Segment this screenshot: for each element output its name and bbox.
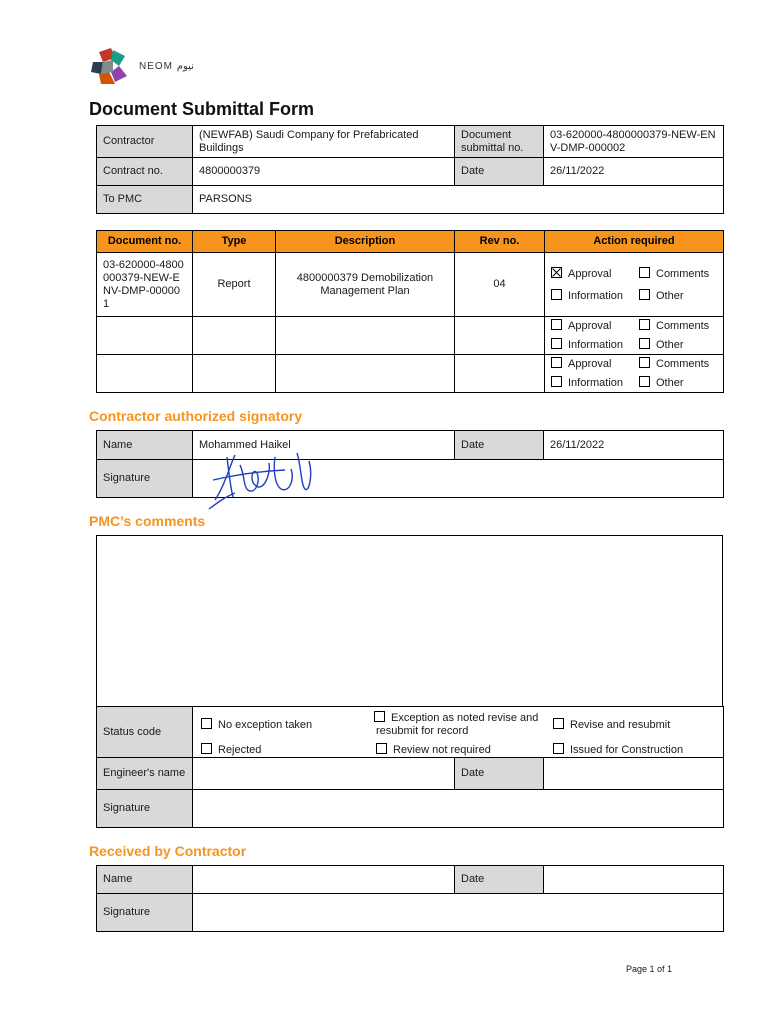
status-revise-resubmit[interactable]: Revise and resubmit: [553, 718, 670, 732]
page-title: Document Submittal Form: [89, 99, 315, 119]
checkbox-icon[interactable]: [201, 743, 212, 754]
col-type: Type: [193, 231, 276, 253]
contract-no-label: Contract no.: [97, 158, 193, 186]
checkbox-icon[interactable]: [553, 743, 564, 754]
signatory-date-value[interactable]: 26/11/2022: [544, 431, 724, 460]
received-signature-label: Signature: [97, 894, 193, 932]
date-value: 26/11/2022: [544, 158, 724, 186]
action-cell: [545, 253, 724, 317]
doc-no-cell: [97, 355, 193, 393]
checkbox-icon[interactable]: [639, 338, 650, 349]
logo-text: NEOM نيوم: [139, 61, 194, 72]
handwritten-signature: [205, 445, 325, 515]
action-other[interactable]: Other: [639, 289, 717, 303]
pmc-signature-label: Signature: [97, 790, 193, 828]
received-date-label: Date: [455, 866, 544, 894]
documents-table: [96, 230, 724, 393]
table-row: [97, 355, 724, 393]
signatory-signature-label: Signature: [97, 460, 193, 498]
checkbox-icon[interactable]: [639, 357, 650, 368]
checkbox-icon[interactable]: [639, 376, 650, 387]
checkbox-icon[interactable]: [639, 267, 650, 278]
type-cell: [193, 317, 276, 355]
action-approval[interactable]: Approval: [551, 319, 639, 333]
checkbox-icon[interactable]: [201, 718, 212, 729]
checkbox-icon[interactable]: [553, 718, 564, 729]
action-comments[interactable]: Comments: [639, 319, 717, 333]
action-comments[interactable]: Comments: [639, 357, 717, 371]
rev-cell: [455, 317, 545, 355]
to-pmc-value: PARSONS: [193, 186, 724, 214]
description-cell: [276, 317, 455, 355]
status-no-exception[interactable]: No exception taken: [201, 718, 312, 732]
status-code-label: Status code: [97, 707, 193, 758]
rev-cell: [455, 355, 545, 393]
neom-logo: [89, 46, 209, 86]
action-cell: [545, 355, 724, 393]
checkbox-icon[interactable]: [376, 743, 387, 754]
page-number: Page 1 of 1: [626, 964, 673, 974]
received-date-field[interactable]: [544, 866, 724, 894]
to-pmc-label: To PMC: [97, 186, 193, 214]
type-cell: [193, 355, 276, 393]
action-approval[interactable]: Approval: [551, 267, 639, 281]
action-comments[interactable]: Comments: [639, 267, 717, 281]
received-name-field[interactable]: [193, 866, 455, 894]
checkbox-checked-icon[interactable]: [551, 267, 562, 278]
checkbox-icon[interactable]: [551, 338, 562, 349]
action-other[interactable]: Other: [639, 376, 717, 390]
action-information[interactable]: Information: [551, 338, 639, 352]
signatory-name-value[interactable]: Mohammed Haikel: [193, 431, 455, 460]
pmc-date-field[interactable]: [544, 758, 724, 790]
table-row: [97, 253, 724, 317]
checkbox-icon[interactable]: [551, 319, 562, 330]
pmc-comments-box[interactable]: [96, 535, 723, 707]
pmc-table: [96, 706, 724, 828]
doc-no-cell: [97, 317, 193, 355]
type-cell: Report: [193, 253, 276, 317]
signatory-name-label: Name: [97, 431, 193, 460]
rev-cell: 04: [455, 253, 545, 317]
status-code-options: [193, 707, 724, 758]
doc-submittal-label: Document submittal no.: [455, 126, 544, 158]
action-information[interactable]: Information: [551, 376, 639, 390]
engineer-name-label: Engineer's name: [97, 758, 193, 790]
description-cell: 4800000379 Demobilization Management Plan: [276, 253, 455, 317]
pmc-signature-field[interactable]: [193, 790, 724, 828]
info-table: [96, 125, 724, 214]
checkbox-icon[interactable]: [639, 289, 650, 300]
description-cell: [276, 355, 455, 393]
col-document-no: Document no.: [97, 231, 193, 253]
date-label: Date: [455, 158, 544, 186]
col-description: Description: [276, 231, 455, 253]
action-information[interactable]: Information: [551, 289, 639, 303]
received-signature-field[interactable]: [193, 894, 724, 932]
status-review-not-required[interactable]: Review not required: [376, 743, 491, 757]
table-row: [97, 317, 724, 355]
checkbox-icon[interactable]: [639, 319, 650, 330]
received-heading: Received by Contractor: [89, 843, 247, 859]
received-name-label: Name: [97, 866, 193, 894]
checkbox-icon[interactable]: [551, 376, 562, 387]
status-exception-noted[interactable]: Exception as noted revise and resubmit for record: [376, 712, 539, 737]
action-cell: [545, 317, 724, 355]
received-table: [96, 865, 724, 932]
checkbox-icon[interactable]: [551, 289, 562, 300]
status-rejected[interactable]: Rejected: [201, 743, 261, 757]
logo-mark-icon: [89, 46, 129, 86]
checkbox-icon[interactable]: [374, 711, 385, 722]
action-other[interactable]: Other: [639, 338, 717, 352]
action-approval[interactable]: Approval: [551, 357, 639, 371]
engineer-name-field[interactable]: [193, 758, 455, 790]
signatory-heading: Contractor authorized signatory: [89, 408, 303, 424]
signatory-table: [96, 430, 724, 498]
pmc-heading: PMC’s comments: [89, 513, 206, 529]
checkbox-icon[interactable]: [551, 357, 562, 368]
signatory-date-label: Date: [455, 431, 544, 460]
col-rev-no: Rev no.: [455, 231, 545, 253]
col-action-required: Action required: [545, 231, 724, 253]
contractor-label: Contractor: [97, 126, 193, 158]
contractor-value: (NEWFAB) Saudi Company for Prefabricated Buildings: [193, 126, 455, 158]
contract-no-value: 4800000379: [193, 158, 455, 186]
status-issued-construction[interactable]: Issued for Construction: [553, 743, 683, 757]
pmc-date-label: Date: [455, 758, 544, 790]
doc-no-cell: 03-620000-4800000379-NEW-ENV-DMP-000001: [97, 253, 193, 317]
doc-submittal-value: 03-620000-4800000379-NEW-ENV-DMP-000002: [544, 126, 724, 158]
